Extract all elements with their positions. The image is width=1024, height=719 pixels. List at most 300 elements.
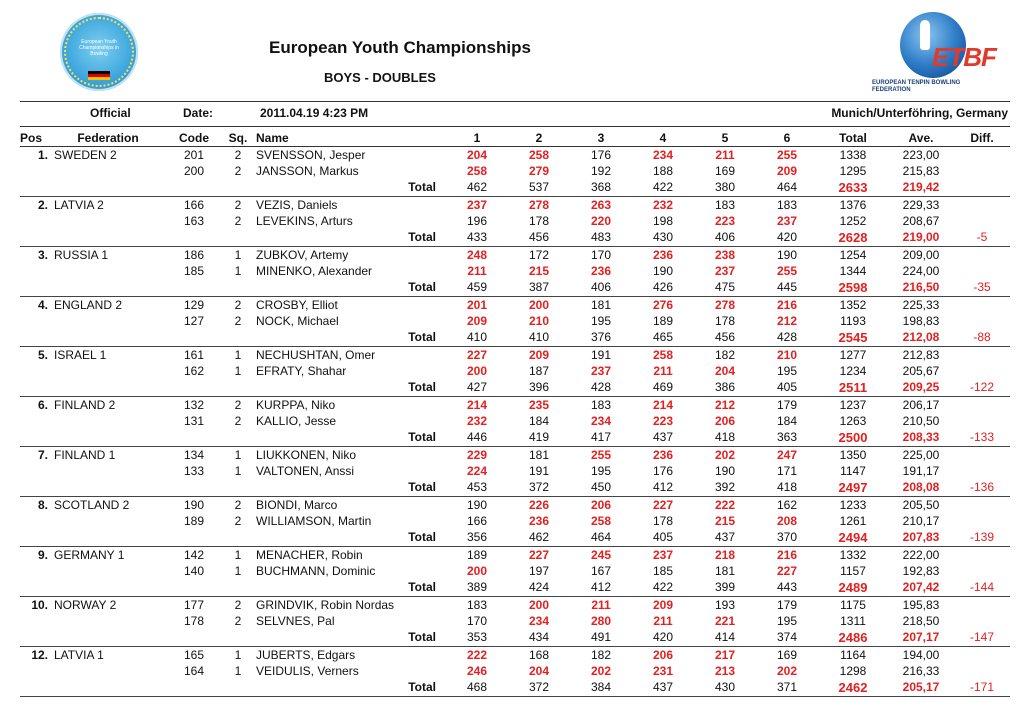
game-score: 255 (590, 447, 612, 462)
game-score: 236 (652, 247, 674, 262)
empty-cell (48, 463, 168, 479)
game-total: 412 (632, 479, 694, 497)
player-total: 1147 (840, 463, 866, 478)
game-score: 181 (590, 297, 612, 312)
empty-cell (168, 329, 220, 347)
game-score: 202 (590, 663, 612, 678)
game-score: 195 (776, 613, 798, 628)
date-value: 2011.04.19 4:23 PM (260, 106, 369, 120)
player-average: 210,17 (902, 513, 940, 528)
team-average: 205,17 (888, 679, 954, 697)
team-diff: -136 (954, 479, 1010, 497)
game-score: 189 (652, 313, 674, 328)
team-average: 208,33 (888, 429, 954, 447)
total-label: Total (256, 579, 446, 597)
team-average: 208,08 (888, 479, 954, 497)
empty-cell (20, 213, 48, 229)
empty-cell (168, 279, 220, 297)
game-total: 370 (756, 529, 818, 547)
team-federation: LATVIA 1 (54, 647, 104, 662)
game-score: 223 (652, 413, 674, 428)
empty-cell (20, 363, 48, 379)
team-total-row (20, 429, 1010, 447)
game-score: 211 (653, 363, 673, 378)
player-average: 229,33 (902, 197, 940, 212)
game-score: 245 (590, 547, 612, 562)
player-squad: 1 (234, 363, 242, 378)
game-total: 389 (446, 579, 508, 597)
player-code: 189 (183, 513, 205, 528)
game-score: 215 (528, 263, 550, 278)
team-total: 2486 (818, 629, 888, 647)
game-score: 237 (590, 363, 612, 378)
team-average: 207,17 (888, 629, 954, 647)
player-name: ZUBKOV, Artemy (256, 247, 349, 262)
player-average: 205,50 (902, 497, 940, 512)
player-row (20, 347, 1010, 364)
game-total: 456 (508, 229, 570, 247)
column-header: Pos (20, 130, 48, 147)
empty-cell (20, 229, 48, 247)
game-score: 214 (466, 397, 488, 412)
game-score: 234 (590, 413, 612, 428)
player-average: 224,00 (902, 263, 940, 278)
empty-cell (20, 629, 48, 647)
player-average: 223,00 (902, 147, 940, 162)
game-score: 198 (652, 213, 674, 228)
empty-cell (168, 229, 220, 247)
team-position: 8. (37, 497, 48, 512)
game-total: 410 (446, 329, 508, 347)
column-header: Ave. (888, 130, 954, 147)
player-total: 1252 (839, 213, 867, 228)
game-score: 189 (466, 547, 488, 562)
team-total-row (20, 329, 1010, 347)
team-position: 1. (37, 147, 48, 162)
team-total-row (20, 279, 1010, 297)
game-score: 222 (466, 647, 488, 662)
game-total: 417 (570, 429, 632, 447)
game-total: 491 (570, 629, 632, 647)
player-row (20, 313, 1010, 329)
game-score: 237 (714, 263, 736, 278)
game-score: 195 (590, 463, 612, 478)
empty-cell (220, 629, 256, 647)
player-code: 161 (183, 347, 205, 362)
player-average: 195,83 (902, 597, 940, 612)
game-score: 235 (528, 397, 550, 412)
game-score: 258 (590, 513, 612, 528)
player-total: 1376 (839, 197, 867, 212)
player-name: MINENKO, Alexander (256, 263, 373, 278)
game-score: 209 (652, 597, 674, 612)
empty-cell (954, 513, 1010, 529)
empty-cell (48, 613, 168, 629)
player-name: MENACHER, Robin (256, 547, 363, 562)
game-total: 445 (756, 279, 818, 297)
game-total: 437 (694, 529, 756, 547)
team-average: 219,00 (888, 229, 954, 247)
player-name: SELVNES, Pal (256, 613, 335, 628)
empty-cell (48, 513, 168, 529)
game-score: 211 (715, 147, 735, 162)
total-label: Total (256, 329, 446, 347)
player-average: 218,50 (902, 613, 940, 628)
team-federation: ENGLAND 2 (54, 297, 123, 312)
total-label: Total (256, 629, 446, 647)
player-name: VEZIS, Daniels (256, 197, 338, 212)
results-body (20, 147, 1010, 697)
total-label: Total (256, 529, 446, 547)
player-average: 205,67 (902, 363, 940, 378)
player-total: 1164 (840, 647, 866, 662)
game-total: 462 (508, 529, 570, 547)
player-average: 222,00 (902, 547, 940, 562)
game-total: 412 (570, 579, 632, 597)
team-diff: -139 (954, 529, 1010, 547)
empty-cell (20, 513, 48, 529)
player-squad: 1 (234, 547, 242, 562)
game-score: 279 (528, 163, 550, 178)
player-code: 177 (183, 597, 205, 612)
player-squad: 1 (234, 563, 242, 578)
game-score: 206 (590, 497, 612, 512)
game-total: 446 (446, 429, 508, 447)
player-name: EFRATY, Shahar (256, 363, 347, 378)
team-diff: -88 (954, 329, 1010, 347)
game-total: 372 (508, 679, 570, 697)
player-code: 142 (183, 547, 205, 562)
game-score: 218 (714, 547, 736, 562)
game-score: 162 (776, 497, 798, 512)
game-score: 206 (652, 647, 674, 662)
player-squad: 2 (234, 613, 242, 628)
empty-cell (48, 263, 168, 279)
game-score: 183 (776, 197, 798, 212)
empty-cell (954, 247, 1010, 264)
empty-cell (954, 363, 1010, 379)
empty-cell (954, 463, 1010, 479)
player-squad: 2 (234, 413, 242, 428)
empty-cell (220, 579, 256, 597)
bowling-pin-icon (920, 20, 930, 50)
game-score: 200 (466, 363, 488, 378)
player-average: 206,17 (902, 397, 940, 412)
game-total: 380 (694, 179, 756, 197)
empty-cell (20, 413, 48, 429)
team-total-row (20, 629, 1010, 647)
player-code: 164 (183, 663, 205, 678)
player-squad: 2 (234, 147, 242, 162)
player-row (20, 513, 1010, 529)
game-total: 428 (570, 379, 632, 397)
column-header: 6 (756, 130, 818, 147)
empty-cell (220, 179, 256, 197)
game-total: 430 (632, 229, 694, 247)
player-name: VEIDULIS, Verners (256, 663, 359, 678)
player-average: 215,83 (902, 163, 940, 178)
game-total: 356 (446, 529, 508, 547)
game-score: 227 (776, 563, 798, 578)
empty-cell (220, 429, 256, 447)
game-score: 201 (466, 297, 488, 312)
empty-cell (168, 179, 220, 197)
empty-cell (48, 479, 168, 497)
game-score: 248 (466, 247, 488, 262)
game-score: 227 (466, 347, 488, 362)
game-total: 405 (632, 529, 694, 547)
game-total: 418 (756, 479, 818, 497)
team-federation: SCOTLAND 2 (54, 497, 130, 512)
empty-cell (48, 529, 168, 547)
team-federation: RUSSIA 1 (54, 247, 109, 262)
player-squad: 1 (234, 247, 242, 262)
game-score: 229 (466, 447, 488, 462)
empty-cell (48, 563, 168, 579)
player-total: 1254 (839, 247, 867, 262)
game-score: 247 (776, 447, 798, 462)
game-total: 368 (570, 179, 632, 197)
championship-logo-text: European Youth Championships in Bowling (79, 39, 119, 57)
game-total: 456 (694, 329, 756, 347)
player-total: 1233 (839, 497, 867, 512)
empty-cell (954, 263, 1010, 279)
game-score: 183 (714, 197, 736, 212)
empty-cell (20, 663, 48, 679)
team-diff: -35 (954, 279, 1010, 297)
player-squad: 2 (234, 397, 242, 412)
game-score: 210 (528, 313, 550, 328)
empty-cell (48, 363, 168, 379)
empty-cell (954, 647, 1010, 664)
game-score: 204 (466, 147, 488, 162)
game-total: 414 (694, 629, 756, 647)
team-federation: FINLAND 2 (54, 397, 116, 412)
empty-cell (220, 679, 256, 697)
game-total: 464 (756, 179, 818, 197)
empty-cell (48, 179, 168, 197)
team-average: 219,42 (888, 179, 954, 197)
game-score: 185 (652, 563, 674, 578)
empty-cell (954, 313, 1010, 329)
player-squad: 2 (234, 197, 242, 212)
empty-cell (168, 529, 220, 547)
column-header: Code (168, 130, 220, 147)
empty-cell (954, 447, 1010, 464)
game-total: 422 (632, 179, 694, 197)
player-average: 210,50 (902, 413, 940, 428)
game-total: 420 (756, 229, 818, 247)
game-score: 195 (590, 313, 612, 328)
player-row (20, 163, 1010, 179)
game-score: 184 (776, 413, 798, 428)
game-score: 236 (528, 513, 550, 528)
team-total-row (20, 529, 1010, 547)
empty-cell (20, 279, 48, 297)
player-squad: 2 (234, 163, 242, 178)
empty-cell (20, 679, 48, 697)
etbf-logo-icon (868, 10, 998, 95)
player-name: JANSSON, Markus (256, 163, 359, 178)
player-code: 127 (183, 313, 205, 328)
empty-cell (48, 379, 168, 397)
game-total: 376 (570, 329, 632, 347)
game-total: 386 (694, 379, 756, 397)
player-name: NOCK, Michael (256, 313, 339, 328)
game-score: 210 (776, 347, 798, 362)
player-name: GRINDVIK, Robin Nordas (256, 597, 395, 612)
empty-cell (48, 329, 168, 347)
empty-cell (20, 179, 48, 197)
empty-cell (954, 663, 1010, 679)
game-score: 209 (528, 347, 550, 362)
player-code: 163 (183, 213, 205, 228)
empty-cell (220, 279, 256, 297)
player-total: 1263 (839, 413, 867, 428)
team-position: 10. (31, 597, 48, 612)
page-subtitle: BOYS - DOUBLES (324, 70, 436, 85)
column-header: 1 (446, 130, 508, 147)
game-score: 197 (528, 563, 550, 578)
team-diff: -147 (954, 629, 1010, 647)
player-row (20, 547, 1010, 564)
player-squad: 1 (234, 263, 242, 278)
game-total: 353 (446, 629, 508, 647)
empty-cell (20, 263, 48, 279)
player-code: 178 (183, 613, 205, 628)
player-name: VALTONEN, Anssi (256, 463, 355, 478)
team-total-row (20, 479, 1010, 497)
team-diff: -5 (954, 229, 1010, 247)
game-score: 204 (528, 663, 550, 678)
game-score: 192 (590, 163, 612, 178)
player-code: 190 (183, 497, 205, 512)
player-code: 162 (183, 363, 205, 378)
player-name: NECHUSHTAN, Omer (256, 347, 376, 362)
game-score: 278 (714, 297, 736, 312)
team-total-row (20, 679, 1010, 697)
empty-cell (220, 329, 256, 347)
game-total: 384 (570, 679, 632, 697)
game-score: 178 (652, 513, 674, 528)
game-score: 234 (652, 147, 674, 162)
empty-cell (954, 413, 1010, 429)
player-code: 165 (183, 647, 205, 662)
game-score: 181 (528, 447, 550, 462)
empty-cell (954, 347, 1010, 364)
game-total: 424 (508, 579, 570, 597)
total-label: Total (256, 479, 446, 497)
column-header: Sq. (220, 130, 256, 147)
game-score: 214 (652, 397, 674, 412)
empty-cell (48, 629, 168, 647)
game-score: 223 (714, 213, 736, 228)
game-score: 196 (466, 213, 488, 228)
game-score: 183 (466, 597, 488, 612)
game-score: 200 (466, 563, 488, 578)
team-average: 216,50 (888, 279, 954, 297)
game-score: 237 (466, 197, 488, 212)
game-score: 187 (528, 363, 550, 378)
player-total: 1344 (839, 263, 867, 278)
empty-cell (48, 413, 168, 429)
game-score: 168 (528, 647, 550, 662)
empty-cell (48, 313, 168, 329)
game-score: 238 (714, 247, 736, 262)
player-name: JUBERTS, Edgars (256, 647, 356, 662)
game-score: 191 (590, 347, 612, 362)
player-squad: 2 (234, 597, 242, 612)
player-total: 1350 (839, 447, 867, 462)
player-total: 1332 (839, 547, 867, 562)
player-squad: 2 (234, 213, 242, 228)
team-position: 7. (37, 447, 48, 462)
game-score: 258 (466, 163, 488, 178)
empty-cell (954, 547, 1010, 564)
game-total: 427 (446, 379, 508, 397)
game-score: 170 (590, 247, 612, 262)
game-total: 465 (632, 329, 694, 347)
player-name: BUCHMANN, Dominic (256, 563, 376, 578)
game-score: 178 (528, 213, 550, 228)
player-total: 1261 (839, 513, 867, 528)
game-score: 176 (652, 463, 674, 478)
player-average: 198,83 (902, 313, 940, 328)
team-total: 2511 (818, 379, 888, 397)
game-total: 475 (694, 279, 756, 297)
empty-cell (168, 429, 220, 447)
player-name: WILLIAMSON, Martin (256, 513, 372, 528)
game-score: 220 (590, 213, 612, 228)
player-average: 216,33 (902, 663, 940, 678)
player-average: 225,00 (902, 447, 940, 462)
game-score: 255 (776, 263, 798, 278)
game-total: 433 (446, 229, 508, 247)
game-score: 236 (590, 263, 612, 278)
player-squad: 1 (234, 347, 242, 362)
player-total: 1311 (840, 613, 866, 628)
game-score: 213 (714, 663, 736, 678)
game-score: 258 (528, 147, 550, 162)
game-score: 227 (528, 547, 550, 562)
game-score: 209 (466, 313, 488, 328)
empty-cell (48, 429, 168, 447)
game-score: 176 (590, 147, 612, 162)
game-score: 166 (466, 513, 488, 528)
team-diff: -133 (954, 429, 1010, 447)
game-score: 221 (714, 613, 736, 628)
game-score: 190 (776, 247, 798, 262)
game-total: 464 (570, 529, 632, 547)
game-total: 469 (632, 379, 694, 397)
team-position: 9. (37, 547, 48, 562)
game-total: 374 (756, 629, 818, 647)
empty-cell (954, 597, 1010, 614)
team-diff: -171 (954, 679, 1010, 697)
player-total: 1193 (840, 313, 866, 328)
game-score: 190 (466, 497, 488, 512)
game-score: 234 (528, 613, 550, 628)
empty-cell (20, 563, 48, 579)
player-squad: 2 (234, 313, 242, 328)
column-header: 3 (570, 130, 632, 147)
empty-cell (20, 379, 48, 397)
empty-cell (954, 613, 1010, 629)
player-squad: 1 (234, 663, 242, 678)
player-row (20, 463, 1010, 479)
game-total: 428 (756, 329, 818, 347)
player-row (20, 647, 1010, 664)
